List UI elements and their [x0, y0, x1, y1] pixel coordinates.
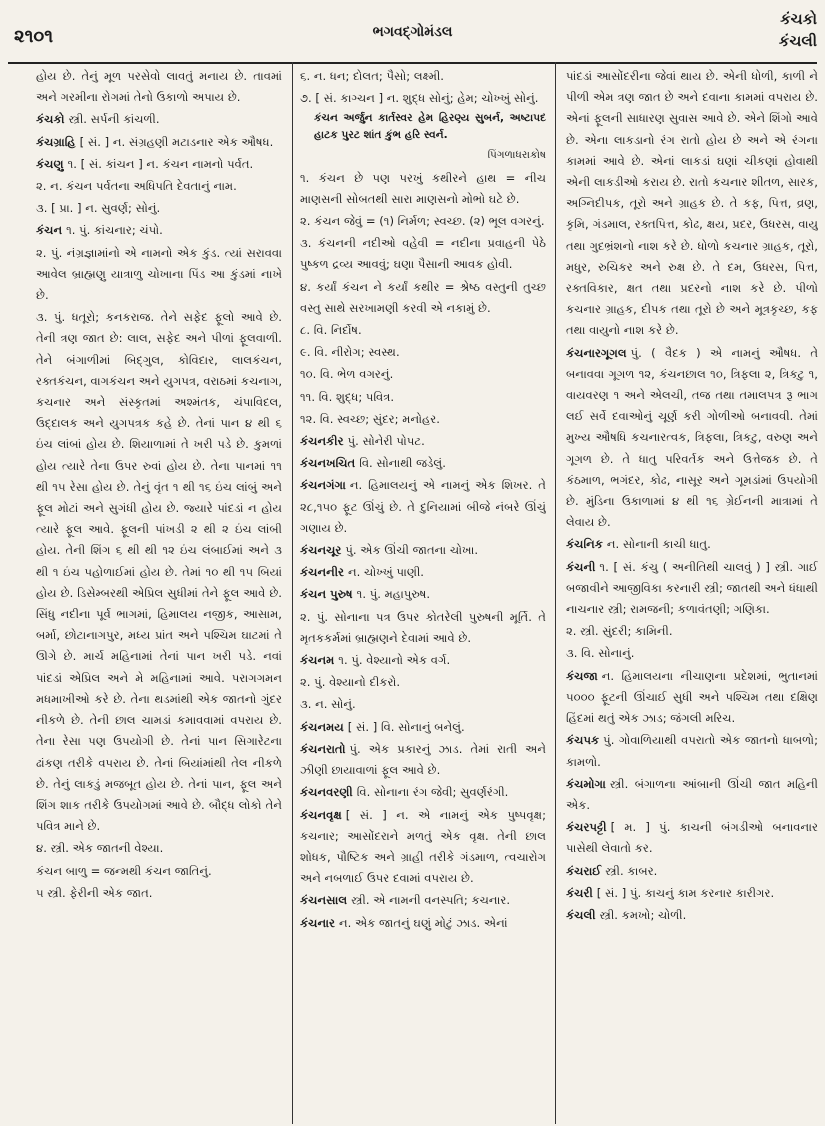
- entry-definition: ૩. [ પ્રા. ] ન. સુવર્ણ; સોનું.: [36, 201, 161, 216]
- quotation: કંચન અર્જુન કાર્તસ્વર હેમ હિરણ્ય સુબર્ન, અષ્ટાપદ હાટક પુરટ શાંત કુંભ હરિ સ્વર્ન.: [314, 112, 546, 142]
- dictionary-entry: [566, 905, 818, 926]
- entry-headword: કંચકો: [36, 112, 65, 127]
- entry-headword: કંચન પુરુષ: [300, 587, 353, 602]
- entry-definition: ૨. પું. નંગ્રજ્ઞામાંનો એ નામનો એક કુંડ. ત્યાં સરાવવા આવેલ બ્રાહ્મણુ યાત્રાળુ ચોખાના પિંડ આ કુંડમાં નાખે છે.: [36, 245, 282, 303]
- dictionary-entry: [566, 883, 818, 904]
- header-rule: [8, 62, 817, 64]
- entry-definition: પું. એક ઊંચી જાતના ચોખા.: [345, 543, 479, 558]
- entry-headword: કંચનકીર: [300, 434, 344, 449]
- entry-definition: ૧. કંચન છે પણ પરખું કથીરને હાથ = નીચ માણસની સોબતથી સારા માણસનો મોભો ઘટે છે.: [300, 170, 546, 206]
- dictionary-entry: [300, 805, 546, 890]
- entry-definition: ન. ચોખ્ખું પાણી.: [348, 565, 424, 580]
- entry-definition: ૧૧. વિ. શુદ્ધ; પવિત્ર.: [300, 389, 395, 404]
- dictionary-column-1: [36, 66, 282, 1121]
- guide-words: [779, 8, 817, 52]
- entry-definition: ૪. કર્યાં કંચન ને કર્યાં કથીર = શ્રેષ્ઠ વસ્તુની તુચ્છ વસ્તુ સાથે સરખામણી કરવી એ નકામું છે.: [300, 279, 546, 315]
- entry-definition: સ્ત્રી. બંગાળના આંબાની ઊંચી જાત મહિની એક.: [566, 776, 818, 812]
- entry-headword: કંચનખચિત: [300, 456, 356, 471]
- dictionary-entry: [300, 387, 546, 408]
- entry-definition: ૧. પું. વેશ્યાનો એક વર્ગ.: [338, 653, 451, 668]
- dictionary-entry: [300, 320, 546, 341]
- dictionary-entry: [300, 364, 546, 385]
- dictionary-entry: [36, 154, 282, 175]
- dictionary-entry: [300, 913, 546, 934]
- entry-headword: કંચનનીર: [300, 565, 345, 580]
- dictionary-entry: [566, 621, 818, 642]
- entry-definition: ૧૦. વિ. ભેળ વગરનું.: [300, 367, 394, 382]
- guide-word-bottom: કંચલી: [778, 32, 817, 50]
- entry-definition: ૮. વિ. નિર્દોષ.: [300, 323, 362, 338]
- dictionary-entry: [36, 307, 282, 837]
- entry-headword: કંચનાર: [300, 915, 335, 930]
- entry-headword: કંચનવરણી: [300, 785, 353, 800]
- entry-definition: વિ. સોનાથી જડેલું.: [359, 456, 446, 471]
- column-divider: [292, 62, 293, 1124]
- entry-definition: ૧. [ સં. કાંચન ] ન. કંચન નામનો પર્વત.: [67, 156, 254, 171]
- entry-headword: કંચનમ: [300, 653, 335, 668]
- entry-definition: ન. હિમાલયનું એ નામનું એક શિખર. તે ૨૮,૧૫૦ ફૂટ ઊંચું છે. તે દુનિયામાં બીજે નંબરે ઊંચું ગણાય છે.: [300, 478, 546, 535]
- entry-headword: કંચરાઈ: [566, 863, 602, 878]
- dictionary-entry: [566, 343, 818, 534]
- entry-headword: કંચગ્રાહિ: [36, 134, 76, 149]
- entry-headword: કંચનમય: [300, 719, 344, 734]
- entry-definition: સ્ત્રી. એ નામની વનસ્પતિ; કચનાર.: [351, 893, 511, 908]
- entry-headword: કંચણુ: [36, 156, 64, 171]
- dictionary-entry: [566, 774, 818, 816]
- entry-definition: સ્ત્રી. કમખો; ચોળી.: [599, 907, 687, 922]
- dictionary-entry: [36, 838, 282, 859]
- entry-definition: ૧. [ સં. કંચુ ( અનીતિથી ચાલવું ) ] સ્ત્રી. ગાઈ બજાવીને આજીવિકા કરનારી સ્ત્રી; જાતથી અને ધંધાથી નાચનાર સ્ત્રી; રામજની; કળાવંતણી; ગણિકા.: [566, 559, 818, 617]
- page-header: [0, 0, 825, 62]
- dictionary-entry: [300, 66, 546, 87]
- dictionary-entry: [300, 607, 546, 649]
- dictionary-entry: [300, 540, 546, 561]
- dictionary-entry: [36, 66, 282, 108]
- page-title: ભગવદ્ગોમંડલ: [372, 24, 453, 40]
- entry-definition: [ સં. ] ન. એ નામનું એક પુષ્પવૃક્ષ; કચનાર; આસોંદરાને મળતું એક વૃક્ષ. તેની છાલ શોધક, પૌષ્ટિક અને ગ્રાહી તરીકે ગંડમાળ, ત્વચારોગ અને નબળાઈ ઉપર દવામાં વપરાય છે.: [300, 807, 546, 886]
- dictionary-entry: [300, 890, 546, 911]
- column-divider: [555, 62, 556, 1124]
- dictionary-entry: [300, 584, 546, 605]
- dictionary-entry: [300, 694, 546, 715]
- entry-definition: ન. સોનાની કાચી ધાતુ.: [606, 537, 711, 552]
- entry-definition: ૧૨. વિ. સ્વચ્છ; સુંદર; મનોહર.: [300, 411, 440, 426]
- entry-definition: પું. ગોવાળિયાથી વપરાતો એક જાતનો ધાબળો; કામળો.: [566, 733, 818, 769]
- dictionary-entry: [300, 88, 546, 109]
- dictionary-entry: [566, 643, 818, 664]
- dictionary-entry: [566, 666, 818, 730]
- dictionary-entry: [300, 168, 546, 210]
- entry-headword: કંચન: [36, 223, 63, 238]
- dictionary-entry: [36, 109, 282, 130]
- dictionary-entry: [566, 534, 818, 555]
- dictionary-entry: [36, 243, 282, 307]
- entry-definition: કંચન બાળુ = જન્મથી કંચન જાતિનું.: [36, 863, 212, 878]
- entry-definition: પાંદડાં આસોંદરીના જેવાં થાય છે. એની ધોળી, કાળી ને પીળી એમ ત્રણ જાત છે અને દવાના કામમાં વપરાય છે. એનાં ફૂલની સાધારણ સુવાસ આવે છે. એને શિંગો આવે છે. એના લાકડાનો રંગ રાતો હોય છે અને એ રંગના કામમાં આવે છે. એનાં લાકડાં ઘણાં ચીકણાં હોવાથી એની લાકડીઓ કરાય છે. રાતો કચનાર શીતળ, સારક, અગ્નિદીપક, તૂરો અને ગ્રાહક છે. તે કફ, પિત્ત, વ્રણ, કૃમિ, ગંડમાલ, રક્તપિત્ત, કોઢ, ક્ષય, પ્રદર, ઉધરસ, વાયુ તથા ગુદભ્રંશનો નાશ કરે છે. ધોળો કચનાર ગ્રાહક, તૂરો, મધુર, રુચિકર અને રુક્ષ છે. તે દમ, ઉધરસ, પિત્ત, રક્તવિકાર, ક્ષત તથા પ્રદરનો નાશ કરે છે. પીળો કચનાર ગ્રાહક, દીપક તથા તૂરો છે અને મૂત્રકૃચ્છ, કફ તથા વાયુનો નાશ કરે છે.: [566, 69, 818, 338]
- entry-headword: કંચનસાલ: [300, 893, 348, 908]
- entry-definition: ૨. સ્ત્રી. સુંદરી; કામિની.: [566, 624, 673, 639]
- dictionary-entry: [300, 782, 546, 803]
- entry-headword: કંચનવૃક્ષ: [300, 807, 342, 822]
- entry-headword: કંચજા: [566, 668, 598, 683]
- entry-definition: ૪. સ્ત્રી. એક જાતની વેશ્યા.: [36, 841, 164, 856]
- dictionary-entry: [300, 277, 546, 319]
- entry-definition: ૩. ન. સોનું.: [300, 697, 356, 712]
- guide-word-top: કંચકો: [780, 10, 817, 28]
- entry-definition: ૧. પું. કાંચનાર; ચંપો.: [66, 223, 163, 238]
- entry-definition: પું. સોનેરી પોપટ.: [347, 434, 425, 449]
- entry-definition: ૨. કંચન જેવું = (૧) નિર્મળ; સ્વચ્છ. (૨) ભૂલ વગરનું.: [300, 214, 545, 229]
- entry-definition: ૩. વિ. સોનાનું.: [566, 646, 635, 661]
- entry-definition: [ સં. ] વિ. સોનાનું બનેલું.: [347, 719, 465, 734]
- dictionary-entry: [300, 431, 546, 452]
- dictionary-entry: [300, 342, 546, 363]
- entry-definition: ૫ સ્ત્રી. ફેરીની એક જાત.: [36, 885, 153, 900]
- entry-definition: સ્ત્રી. સર્પની કાંચળી.: [68, 112, 160, 127]
- dictionary-entry: [300, 717, 546, 738]
- entry-definition: [ સં. ] ન. સંગ્રહણી મટાડનાર એક ઔષધ.: [79, 134, 274, 149]
- entry-definition: પું. એક પ્રકારનું ઝાડ. તેમાં રાતી અને ઝીણી છાયાવાળાં ફૂલ આવે છે.: [300, 741, 546, 778]
- dictionary-entry: [36, 176, 282, 197]
- dictionary-entry: [566, 861, 818, 882]
- dictionary-column-2: [300, 66, 546, 1121]
- dictionary-entry: [300, 211, 546, 232]
- dictionary-entry: [36, 883, 282, 904]
- entry-headword: કંચરી: [566, 885, 593, 900]
- entry-definition: ૬. ન. ધન; દોલત; પૈસો; લક્ષ્મી.: [300, 69, 444, 83]
- entry-headword: કંચની: [566, 559, 596, 574]
- dictionary-entry: [566, 66, 818, 342]
- quotation-source: પિંગળાધરાકોષ: [487, 149, 546, 162]
- entry-definition: [ મ. ] પું. કાચની બંગડીઓ બનાવનાર પાસેથી લેવાતો કર.: [566, 820, 818, 856]
- entry-definition: ૩. પું. ધતૂરો; કનકરાજ. તેને સફેદ ફૂલો આવે છે. તેની ત્રણ જાત છે: લાલ, સફેદ અને પીળાં ફૂલવાળી. તેને બંગાળીમાં બિદ્ગુલ, કોવિદાર, લાલકંચન, રક્તકંચન, વાગકંચન અને યુગપત્ર, વરાઠમાં કચનાગ, કચનાર અને સંસ્કૃતમાં અશ્મંતક, ચંપાવિદલ, ઉદ્દાલક અને યુગપત્રક કહે છે. તેનાં પાન ૪ થી ૬ ઇંચ લાંબાં હોય છે. શિયાળામાં તે ખરી પડે છે. કુમળાં હોય ત્યારે તેના ઉપર રુવાં હોય છે. તેના પાનમાં ૧૧ થી ૧૫ રેસા હોય છે. તેનું વૃંત ૧ થી ૧૬ ઇંચ લાંબું અને ફૂલ મોટાં અને સુગંધી હોય છે. જ્યારે પાંદડાં ન હોય ત્યારે ફૂલ આવે. ફૂલની પાંખડી ૨ થી ૨ ઇંચ લાંબી હોય. તેની શિંગ ૬ થી થી ૧૨ ઇંચ લંબાઈમાં અને ૩ થી ૧ ઇંચ પહોળાઈમાં હોય છે. તેમાં ૧૦ થી ૧૫ બિયાં હોય છે. ડિસેમ્બરથી એપ્રિલ સુધીમાં તેને ફૂલ આવે છે. સિંધુ નદીના પૂર્વ ભાગમાં, હિમાલય નજીક, આસામ, બર્મા, છોટાનાગપુર, મધ્ય પ્રાંત અને પશ્ચિમ ઘાટમાં તે ઊગે છે. માર્ચ મહિનામાં તેનાં પાન ખરી પડે. નવાં પાંદડાં એપ્રિલ અને મે મહિનામાં આવે. પરાગગમન મધમાખીઓ કરે છે. તેના થડમાંથી એક જાતનો ગુંદર નીકળે છે. તેની છાલ ચામડાં કમાવવામાં વપરાય છે. તેના રેસા પણ ઉપયોગી છે. તેનાં પાન સિગારેટના ઢાંકણ તરીકે વપરાય છે. તેનાં બિયાંમાંથી તેલ નીકળે છે. તેનું લાકડું મજબૂત હોય છે. તેનાં પાન, ફૂલ અને શિંગ શાક તરીકે ઉપયોગમાં આવે છે. બૌદ્ધ લોકો તેને પવિત્ર માને છે.: [36, 310, 282, 834]
- entry-definition: પું. ( વૈદક ) એ નામનું ઔષધ. તે બનાવવા ગૂગળ ૧૨, કંચનછાલ ૧૦, ત્રિફલા ૨, ત્રિકટુ ૧, વાયવરણ ૧ અને એલચી, તજ તથા તમાલપત્ર રૂ ભાગ લઈ સર્વે દવાઓનું ચૂર્ણ કરી ગોળીઓ બનાવવી. તેમાં મુખ્ય ઔષધિ કચનારત્વક, ત્રિફલા, ત્રિકટુ, વરુણ અને ગૂગળ છે. તે ધાતુ પરિવર્તક અને ઉત્તેજક છે. તે કંઠમાળ, ભગંદર, કોઢ, નાસૂર અને ગૂમડાંમાં ઉપયોગી છે. મુંડિના ઉકાળામાં ૪ થી ૧૬ ગ્રેઈનની માત્રામાં તે લેવાય છે.: [566, 345, 818, 530]
- dictionary-entry: [36, 861, 282, 882]
- dictionary-entry: [300, 475, 546, 539]
- dictionary-entry: [36, 220, 282, 241]
- entry-definition: હોય છે. તેનું મૂળ પરસેવો લાવતું મનાય છે. તાવમાં અને ગરમીના રોગમાં તેનો ઉકાળો અપાય છે.: [36, 69, 282, 105]
- dictionary-entry: [300, 453, 546, 474]
- dictionary-entry: [566, 730, 818, 772]
- entry-headword: કંચલી: [566, 907, 596, 922]
- dictionary-entry: [36, 132, 282, 153]
- dictionary-entry: [300, 409, 546, 430]
- entry-headword: કંચનચૂર: [300, 543, 342, 558]
- entry-definition: ૨. પું. વેશ્યાનો દીકરો.: [300, 675, 401, 690]
- entry-definition: ૧. પું. મહાપુરુષ.: [356, 587, 431, 602]
- dictionary-entry: [566, 817, 818, 859]
- dictionary-entry: [300, 562, 546, 583]
- entry-definition: ૩. કંચનની નદીઓ વહેવી = નદીના પ્રવાહની પેઠે પુષ્કળ દ્રવ્ય આવવું; ઘણા પૈસાની આવક હોવી.: [300, 236, 546, 272]
- entry-definition: વિ. સોનાના રંગ જેવી; સુવર્ણરંગી.: [356, 785, 509, 800]
- entry-headword: કંચનગંગા: [300, 478, 346, 493]
- dictionary-entry: [300, 650, 546, 671]
- dictionary-entry: [300, 739, 546, 781]
- entry-headword: કંચનિક: [566, 537, 603, 552]
- entry-headword: કંચપક: [566, 733, 600, 748]
- entry-definition: ૨. ન. કંચન પર્વતના અધિપતિ દેવતાનું નામ.: [36, 179, 237, 194]
- entry-definition: ૯. વિ. નીરોગ; સ્વસ્થ.: [300, 345, 400, 360]
- dictionary-entry: [300, 233, 546, 275]
- entry-headword: કંચનારગૂગલ: [566, 345, 627, 360]
- dictionary-entry: [36, 198, 282, 219]
- entry-definition: ન. એક જાતનું ઘણું મોટું ઝાડ. એનાં: [338, 915, 508, 930]
- entry-definition: ૭. [ સં. કાગ્ચન ] ન. શુદ્ધ સોનું; હેમ; ચોખ્ખું સોનું.: [300, 91, 539, 106]
- entry-definition: ૨. પું. સોનાના પત્ર ઉપર કોતરેલી પુરુષની મૂર્તિ. તે મૃતકકર્મમાં બ્રાહ્મણને દેવામાં આવે છે.: [300, 609, 546, 645]
- entry-headword: કંચમોગા: [566, 776, 606, 791]
- page-number: ૨૧૦૧: [14, 26, 54, 47]
- entry-headword: કંચરપટ્ટી: [566, 820, 607, 835]
- entry-definition: [ સં. ] પું. કાચનું કામ કરનાર કારીગર.: [596, 885, 775, 900]
- entry-definition: ન. હિમાલયના નીચાણના પ્રદેશમાં, ભુતાનમાં ૫૦૦૦ ફૂટની ઊંચાઈ સુધી અને પશ્ચિમ તથા દક્ષિણ હિંદમાં થતું એક ઝાડ; જંગલી મરિચ.: [566, 668, 818, 726]
- entry-headword: કંચનરાતો: [300, 741, 346, 756]
- dictionary-entry: [566, 557, 818, 621]
- dictionary-column-3: [566, 66, 818, 1121]
- entry-definition: સ્ત્રી. કાબર.: [605, 863, 658, 878]
- dictionary-entry: [300, 672, 546, 693]
